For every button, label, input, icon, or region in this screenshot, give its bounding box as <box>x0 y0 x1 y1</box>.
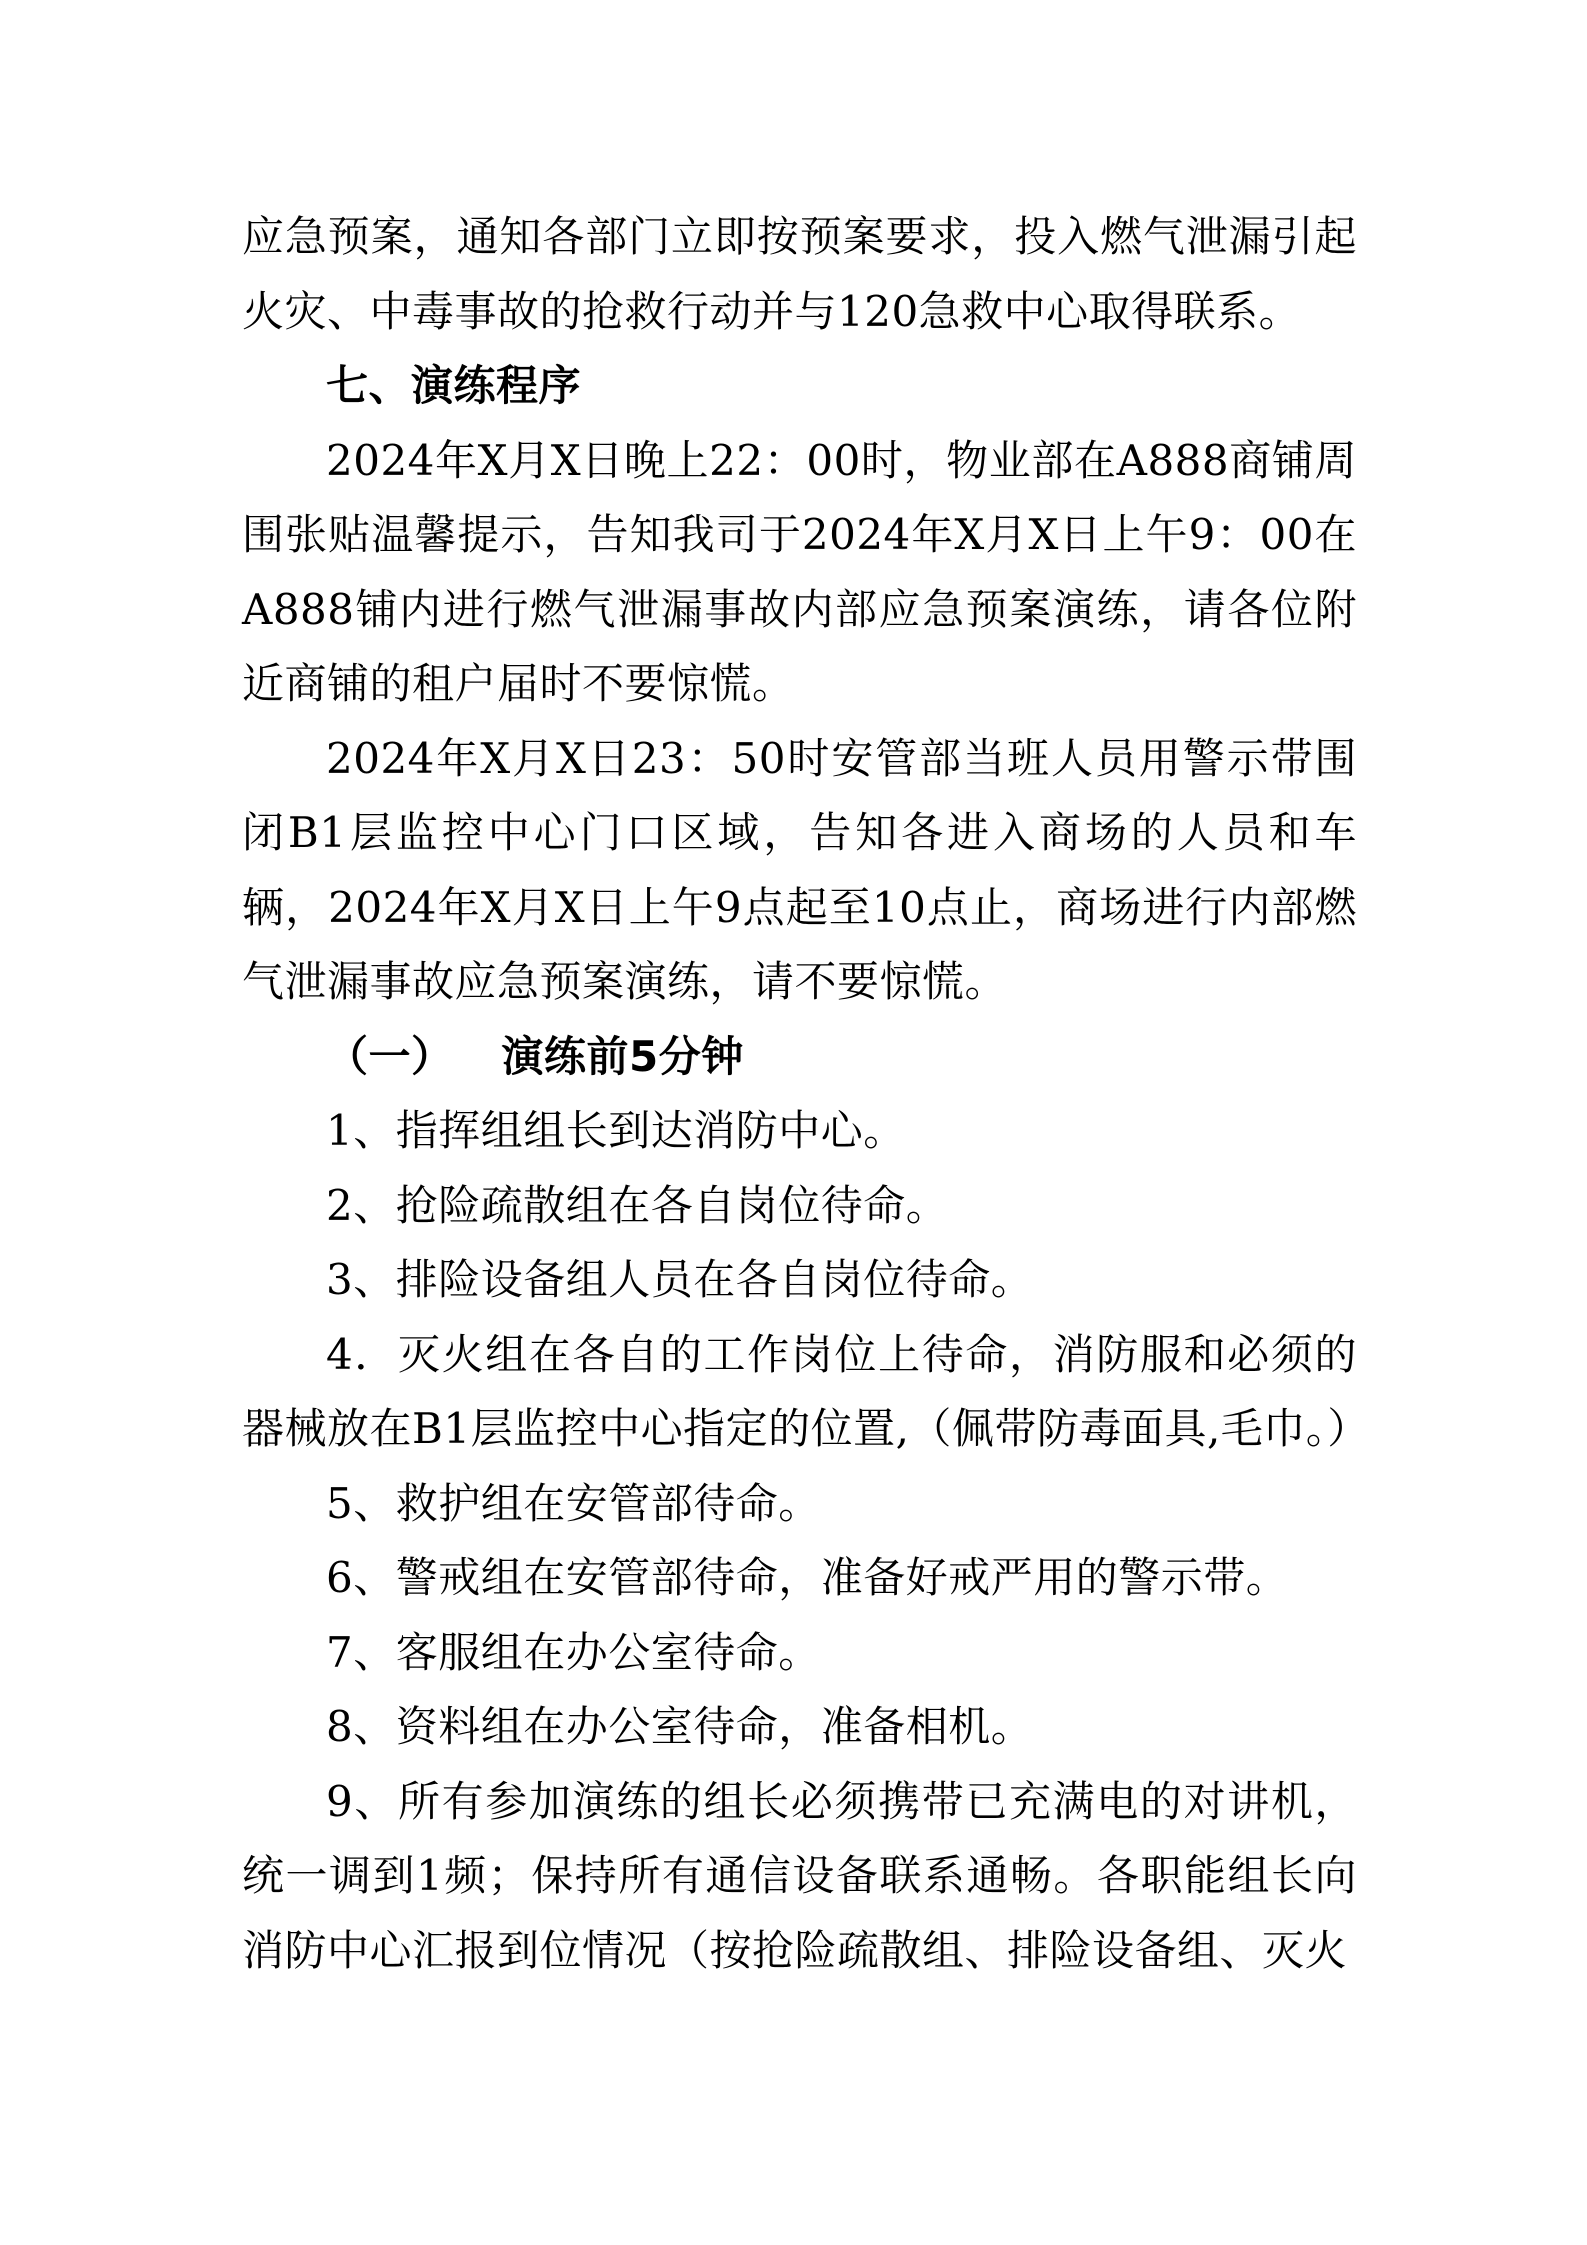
paragraph-intro: 应急预案，通知各部门立即按预案要求，投入燃气泄漏引起火灾、中毒事故的抢救行动并与120急救中心取得联系。 <box>242 212 1357 336</box>
section-heading: 七、演练程序 <box>326 361 582 410</box>
list-item: 4．灭火组在各自的工作岗位上待命，消防服和必须的器械放在B1层监控中心指定的位置,（佩带防毒面具,毛巾。） <box>242 1329 1370 1453</box>
list-item: 9、所有参加演练的组长必须携带已充满电的对讲机，统一调到1频；保持所有通信设备联系通畅。各职能组长向消防中心汇报到位情况（按抢险疏散组、排险设备组、灭火 <box>242 1776 1357 1975</box>
list-item: 3、排险设备组人员在各自岗位待命。 <box>326 1255 1034 1304</box>
list-item: 2、抢险疏散组在各自岗位待命。 <box>326 1180 949 1230</box>
subheading <box>242 1020 1357 1095</box>
document-page <box>242 200 1370 1988</box>
list-item: 6、警戒组在安管部待命，准备好戒严用的警示带。 <box>326 1553 1289 1602</box>
list-item: 5、救护组在安管部待命。 <box>326 1478 821 1528</box>
subheading-number: （一） <box>326 1031 454 1081</box>
paragraph-notice-2: 2024年X月X日23：50时安管部当班人员用警示带围闭B1层监控中心门口区域，告知各进入商场的人员和车辆，2024年X月X日上午9点起至10点止，商场进行内部燃气泄漏事故应急预案演练，请不要惊慌。 <box>242 733 1357 1006</box>
list-item: 7、客服组在办公室待命。 <box>326 1627 821 1677</box>
list-item: 1、指挥组组长到达消防中心。 <box>326 1106 906 1155</box>
list-item: 8、资料组在办公室待命，准备相机。 <box>326 1702 1034 1751</box>
subheading-text: 演练前5分钟 <box>501 1031 744 1081</box>
paragraph-notice-1: 2024年X月X日晚上22：00时，物业部在A888商铺周围张贴温馨提示，告知我司于2024年X月X日上午9：00在A888铺内进行燃气泄漏事故内部应急预案演练，请各位附近商铺的租户届时不要惊慌。 <box>242 435 1357 708</box>
